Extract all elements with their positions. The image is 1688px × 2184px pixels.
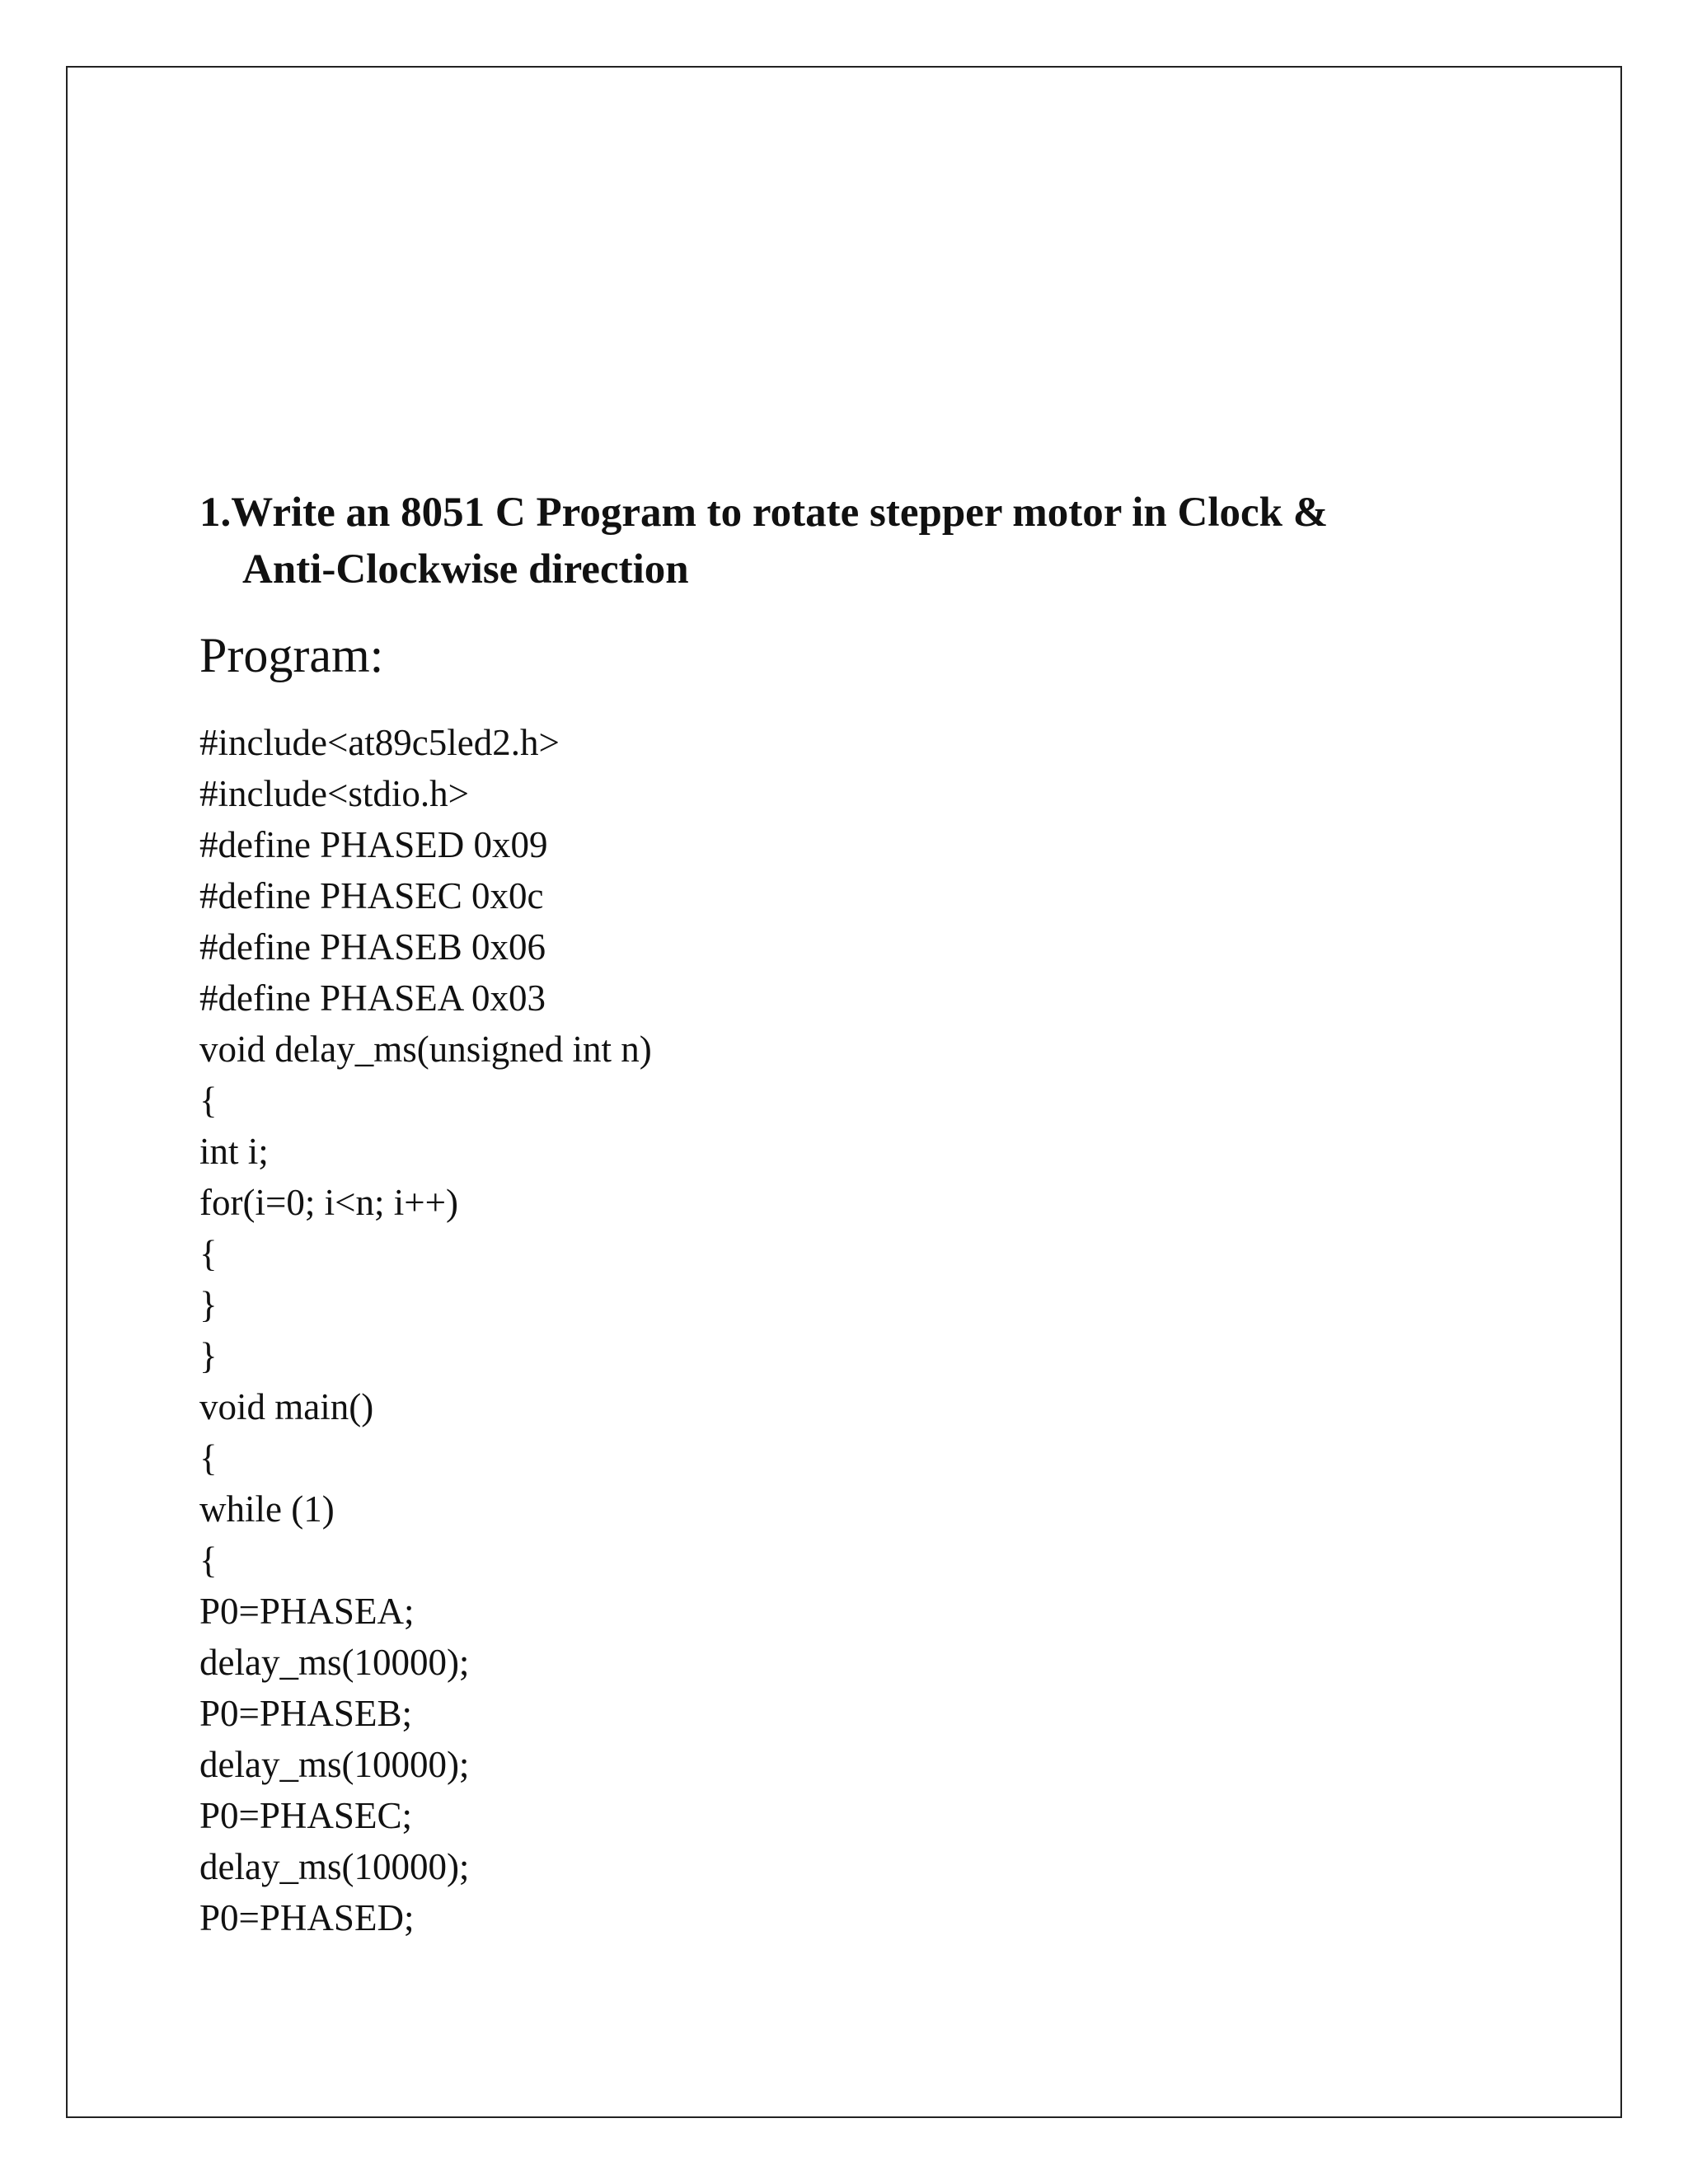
- code-line: {: [199, 1233, 218, 1274]
- question-heading: [199, 485, 1485, 598]
- code-line: P0=PHASED;: [199, 1897, 415, 1938]
- code-line: {: [199, 1437, 218, 1479]
- code-line: #define PHASED 0x09: [199, 824, 548, 865]
- code-line: {: [199, 1080, 218, 1121]
- code-line: void main(): [199, 1386, 374, 1427]
- code-line: {: [199, 1540, 218, 1581]
- code-listing: [199, 717, 652, 1943]
- program-heading: Program:: [199, 628, 384, 682]
- code-line: P0=PHASEB;: [199, 1693, 412, 1734]
- code-line: #include<at89c5led2.h>: [199, 722, 560, 763]
- code-line: P0=PHASEA;: [199, 1591, 415, 1632]
- code-line: }: [199, 1335, 218, 1376]
- question-line-1: 1.Write an 8051 C Program to rotate stepper motor in Clock &: [199, 490, 1329, 536]
- code-line: #define PHASEB 0x06: [199, 926, 546, 968]
- code-line: while (1): [199, 1488, 335, 1530]
- code-line: int i;: [199, 1131, 269, 1172]
- code-line: #define PHASEA 0x03: [199, 977, 546, 1019]
- code-line: P0=PHASEC;: [199, 1795, 412, 1836]
- code-line: void delay_ms(unsigned int n): [199, 1029, 652, 1070]
- code-line: #define PHASEC 0x0c: [199, 875, 544, 916]
- code-line: for(i=0; i<n; i++): [199, 1182, 458, 1223]
- code-line: delay_ms(10000);: [199, 1744, 470, 1785]
- question-line-2: Anti-Clockwise direction: [242, 546, 689, 593]
- code-line: delay_ms(10000);: [199, 1642, 470, 1683]
- code-line: #include<stdio.h>: [199, 773, 469, 814]
- code-line: delay_ms(10000);: [199, 1846, 470, 1887]
- code-line: }: [199, 1284, 218, 1325]
